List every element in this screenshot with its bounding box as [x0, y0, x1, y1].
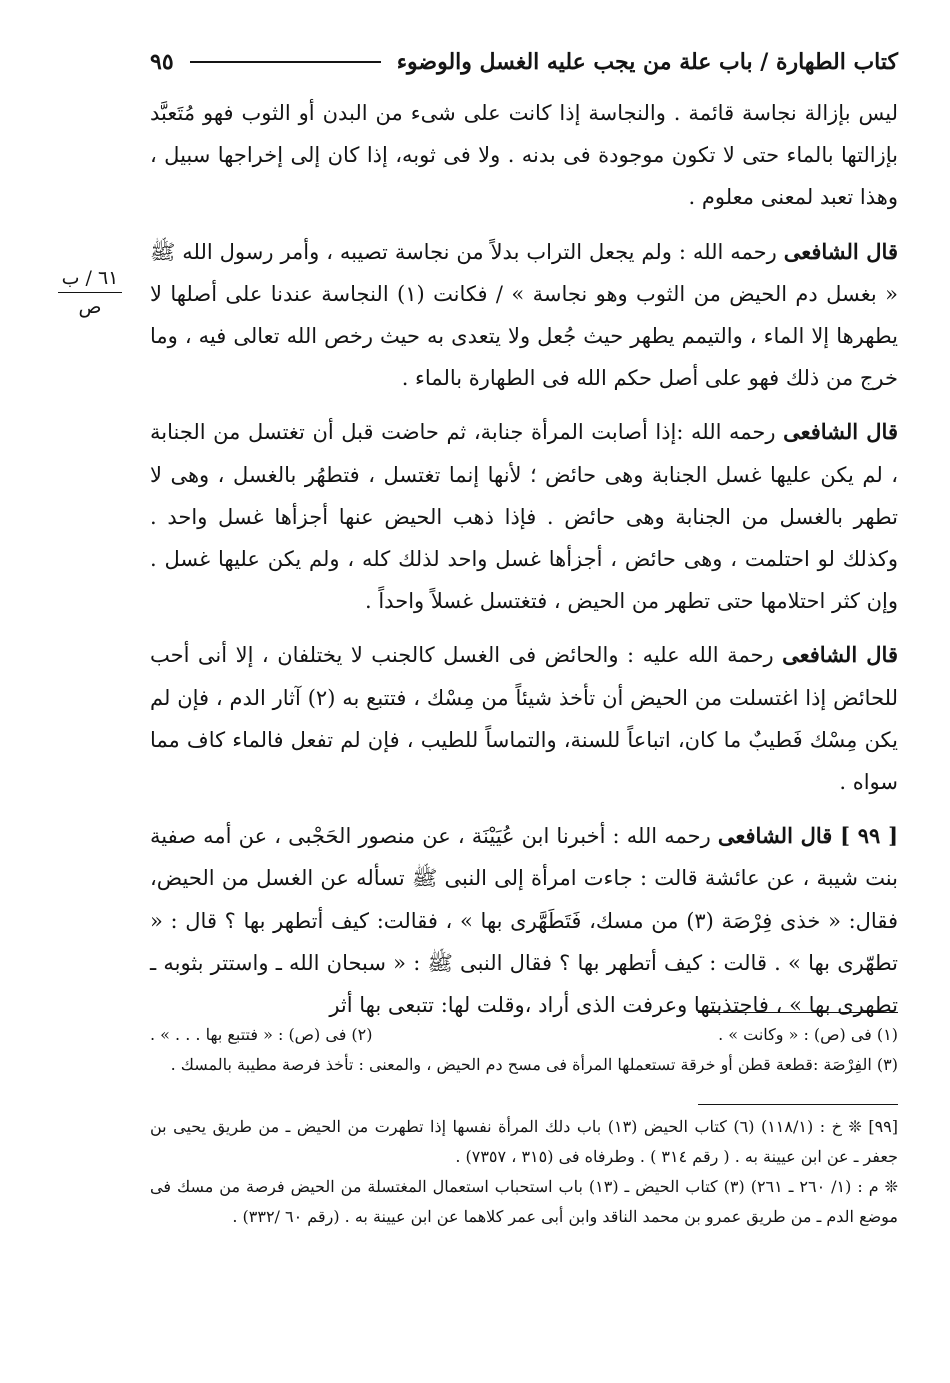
paragraph: [150, 411, 898, 622]
paragraph-lead: قال الشافعى: [782, 642, 898, 668]
margin-folio-note: [58, 266, 122, 319]
running-header: [150, 44, 898, 80]
paragraph-text: رحمه الله :إذا أصابت المرأة جنابة، ثم حاضت قبل أن تغتسل من الجنابة ، لم يكن عليها غسل الجنابة وهى حائض ؛ لأنها إنما تغتسل ، فتطهُر بالغسل ، وهى لا تطهر بالغسل من الجنابة وهى حائض . فإذا ذهب الحيض عنها أجزأها غسل واحد . وكذلك لو احتلمت ، وهى حائض ، أجزأها غسل واحد لذلك كله ، ولم يكن عليها غسل . وإن كثر احتلامها حتى تطهر من الحيض ، فتغتسل غسلاً واحداً .: [150, 420, 898, 614]
paragraph-text: رحمة الله عليه : والحائض فى الغسل كالجنب لا يختلفان ، إلا أنى أحب للحائض إذا اغتسلت من الحيض أن تأخذ شيئاً من مِسْك ، فتتبع به (٢) آثار الدم ، فإن لم يكن مِسْك فَطيبٌ ما كان، اتباعاً للسنة، والتماساً للطيب ، فإن لم تفعل فالماء كاف مما سواه .: [150, 643, 898, 795]
footnote-row: [150, 1020, 898, 1050]
footnote-2: (٢) فى (ص) : « فتتبع بها . . . » .: [150, 1025, 373, 1044]
paragraph-text: رحمه الله : ولم يجعل التراب بدلاً من نجاسة تصيبه ، وأمر رسول الله ﷺ « بغسل دم الحيض من الثوب وهو نجاسة » / فكانت (١) النجاسة عندنا على أصلها لا يطهرها إلا الماء ، والتيمم يطهر حيث جُعل ولا يتعدى به حيث رخص الله تعالى فيه ، وما خرج من ذلك فهو على أصل حكم الله فى الطهارة بالماء .: [150, 239, 898, 391]
paragraph-lead: [ ٩٩ ] قال الشافعى: [717, 823, 899, 849]
paragraph-text: ليس بإزالة نجاسة قائمة . والنجاسة إذا كانت على شىء من البدن أو الثوب فهو مُتَعبَّد بإزالتها بالماء حتى لا تكون موجودة فى بدنه . ولا فى ثوبه، إذا كان إلى إخراجها سبيل ، وهذا تعبد لمعنى معلوم .: [150, 101, 898, 210]
main-text: [150, 92, 898, 1038]
folio-ref: ٦١ / ب: [58, 266, 122, 293]
takhrij-bukhari: [٩٩] ❊ خ : (١١٨/١) (٦) كتاب الحيض (١٣) باب دلك المرأة نفسها إذا تطهرت من الحيض ـ من طريق يحيى بن جعفر ـ عن ابن عيينة به . ( رقم ٣١٤ ) . وطرفاه فى (٣١٥ ، ٧٣٥٧) .: [150, 1117, 899, 1166]
paragraph-lead: قال الشافعى: [783, 238, 898, 264]
paragraph: [150, 634, 898, 803]
paragraph: [150, 231, 898, 400]
header-rule: [190, 61, 381, 63]
paragraph: [150, 815, 898, 1026]
takhrij-divider: [698, 1104, 898, 1105]
footnotes: [150, 1020, 898, 1080]
footnote-1: (١) فى (ص) : « وكانت » .: [718, 1025, 898, 1044]
footnote-3: (٣) الفِرْصَة :قطعة قطن أو خرقة تستعملها المرأة فى مسح دم الحيض ، والمعنى : تأخذ فرصة مطيبة بالمسك .: [170, 1055, 898, 1074]
footnote-divider: [698, 1012, 898, 1013]
paragraph: [150, 92, 898, 219]
takhrij-notes: [150, 1112, 898, 1232]
paragraph-text: رحمه الله : أخبرنا ابن عُيَيْنَة ، عن منصور الحَجْبى ، عن أمه صفية بنت شيبة ، عن عائشة قالت : جاءت امرأة إلى النبى ﷺ تسأله عن الغسل من الحيض، فقال: « خذى فِرْصَة (٣) من مسك، فَتَطَهَّرى بها » ، فقالت: كيف أتطهر بها ؟ قال : « تطهّرى بها » . قالت : كيف أتطهر بها ؟ فقال النبى ﷺ : « سبحان الله ـ واستتر بثوبه ـ تطهرى بها » ، فاجتذبتها وعرفت الذى أراد ،وقلت لها: تتبعى بها أثر: [150, 824, 898, 1018]
folio-source: ص: [78, 296, 102, 318]
page-number: ٩٥: [150, 49, 174, 75]
paragraph-lead: قال الشافعى: [783, 419, 898, 445]
takhrij-muslim: ❊ م : (١/ ٢٦٠ ـ ٢٦١) (٣) كتاب الحيض ـ (١٣) باب استحباب استعمال المغتسلة من الحيض فرصة من مسك فى موضع الدم ـ من طريق عمرو بن محمد الناقد وابن أبى عمر كلاهما عن ابن عيينة به . (رقم ٦٠ /٣٣٢) .: [150, 1177, 899, 1226]
header-title: كتاب الطهارة / باب علة من يجب عليه الغسل والوضوء: [396, 49, 898, 75]
